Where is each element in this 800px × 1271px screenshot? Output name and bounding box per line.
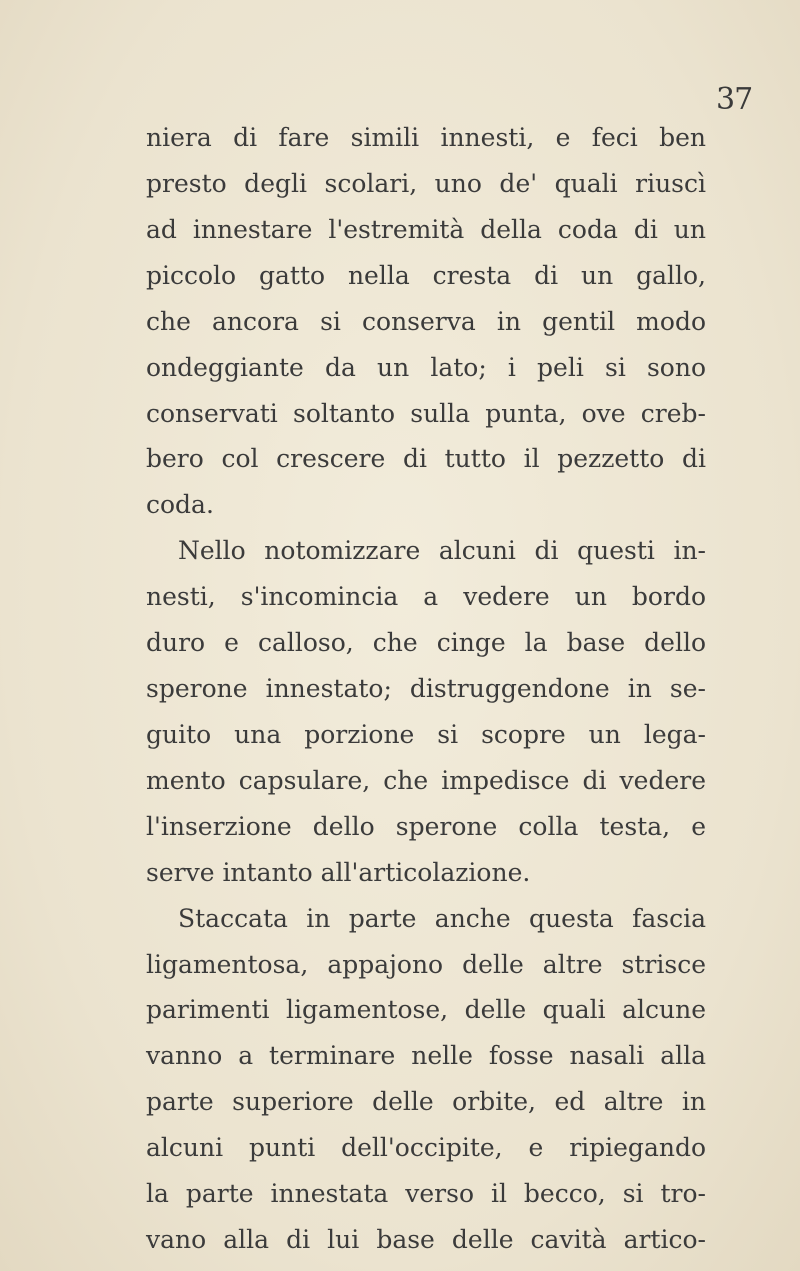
paragraph-start-line: Staccata in parte anche questa fascia <box>178 903 706 933</box>
text-line: vano alla di lui base delle cavità artico- <box>146 1225 706 1254</box>
text-line: alcuni punti dell'occipite, e ripiegando <box>146 1133 706 1163</box>
text-line: nesti, s'incomincia a vedere un bordo <box>146 582 706 612</box>
text-line: che ancora si conserva in gentil modo <box>146 306 706 336</box>
text-line: conservati soltanto sulla punta, ove creb- <box>146 398 706 428</box>
text-line: presto degli scolari, uno de' quali riuscì <box>146 168 706 198</box>
text-line: la parte innestata verso il becco, si tro- <box>146 1179 706 1209</box>
text-line: parte superiore delle orbite, ed altre in <box>146 1087 706 1117</box>
text-line: bero col crescere di tutto il pezzetto di <box>146 444 706 474</box>
paragraph-start-line: Nello notomizzare alcuni di questi in- <box>178 536 706 566</box>
text-line: parimenti ligamentose, delle quali alcune <box>146 995 706 1025</box>
text-line: l'inserzione dello sperone colla testa, e <box>146 811 706 841</box>
text-line: coda. <box>146 490 214 520</box>
text-line: sperone innestato; distruggendone in se- <box>146 674 706 703</box>
text-line: piccolo gatto nella cresta di un gallo, <box>146 260 706 290</box>
text-line: ondeggiante da un lato; i peli si sono <box>146 352 706 382</box>
text-line: serve intanto all'articolazione. <box>146 857 531 887</box>
page-number: 37 <box>716 82 753 117</box>
text-line: vanno a terminare nelle fosse nasali alla <box>146 1041 706 1071</box>
text-line: mento capsulare, che impedisce di vedere <box>146 765 706 795</box>
text-line: duro e calloso, che cinge la base dello <box>146 628 706 658</box>
text-line: ligamentosa, appajono delle altre strisce <box>146 949 706 979</box>
text-line: ad innestare l'estremità della coda di un <box>146 214 706 244</box>
text-line: guito una porzione si scopre un lega- <box>146 719 706 749</box>
text-line: niera di fare simili innesti, e feci ben <box>146 123 706 152</box>
